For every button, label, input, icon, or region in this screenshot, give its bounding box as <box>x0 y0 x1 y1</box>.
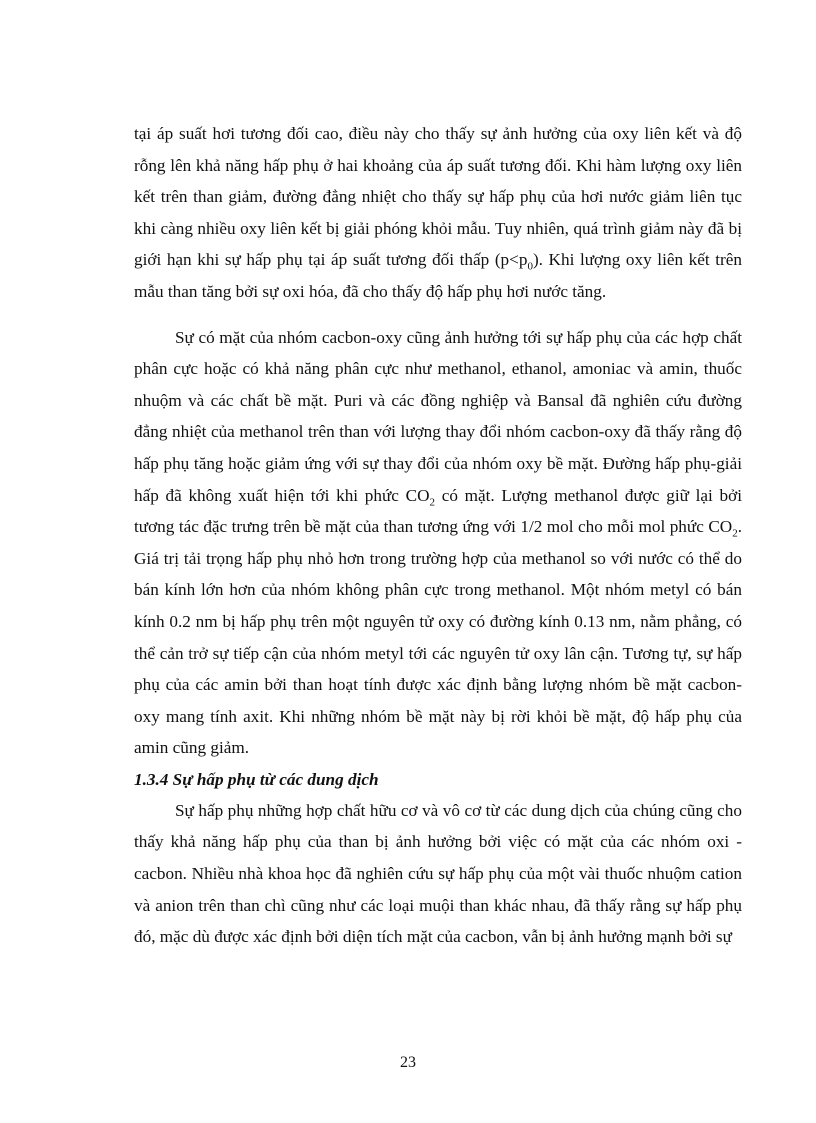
paragraph-oxygen-porosity <box>134 118 742 308</box>
paragraph-text: . Giá trị tải trọng hấp phụ nhỏ hơn trong trường hợp của methanol so với nước có thể do bán kính lớn hơn của nhóm không phân cực trong methanol. Một nhóm metyl có bán kính 0.2 nm bị hấp phụ trên một nguyên tử oxy có đường kính 0.13 nm, nằm phẳng, có thể cản trở sự tiếp cận của nhóm metyl tới các nguyên tử oxy lân cận. Tương tự, sự hấp phụ của các amin bởi than hoạt tính được xác định bằng lượng nhóm bề mặt cacbon-oxy mang tính axit. Khi những nhóm bề mặt này bị rời khỏi bề mặt, độ hấp phụ của amin cũng giảm. <box>134 517 742 758</box>
subscript-p0: 0 <box>527 260 533 273</box>
subscript-co2: 2 <box>429 495 435 508</box>
paragraph-text: có mặt. Lượng methanol được giữ lại bởi tương tác đặc trưng trên bề mặt của than tương ứng với 1/2 mol cho mỗi mol phức CO <box>134 485 742 537</box>
paragraph-text: Sự có mặt của nhóm cacbon-oxy cũng ảnh hưởng tới sự hấp phụ của các hợp chất phân cực hoặc có khả năng phân cực như methanol, ethanol, amoniac và amin, thuốc nhuộm và các chất bề mặt. Puri và các đồng nghiệp và Bansal đã nghiên cứu đường đẳng nhiệt của methanol trên than với lượng thay đổi nhóm cacbon-oxy đã thấy rằng độ hấp phụ tăng hoặc giảm ứng với sự thay đổi của nhóm oxy bề mặt. Đường hấp phụ-giải hấp đã không xuất hiện tới khi phức CO <box>134 327 742 505</box>
paragraph-carbon-oxygen-groups <box>134 322 742 764</box>
paragraph-text: ). Khi lượng oxy liên kết trên mẫu than tăng bởi sự oxi hóa, đã cho thấy độ hấp phụ hơi nước tăng. <box>134 250 742 301</box>
section-heading: 1.3.4 Sự hấp phụ từ các dung dịch <box>134 769 379 789</box>
paragraph-text: tại áp suất hơi tương đối cao, điều này cho thấy sự ảnh hưởng của oxy liên kết và độ rỗng lên khả năng hấp phụ ở hai khoảng của áp suất tương đối. Khi hàm lượng oxy liên kết trên than giảm, đường đẳng nhiệt cho thấy sự hấp phụ của hơi nước giảm liên tục khi càng nhiều oxy liên kết bị giải phóng khỏi mẫu. Tuy nhiên, quá trình giảm này đã bị giới hạn khi sự hấp phụ tại áp suất tương đối thấp (p<p <box>134 124 742 270</box>
paragraph-solution-adsorption <box>134 795 742 953</box>
page-number: 23 <box>400 1054 416 1071</box>
subscript-co2: 2 <box>732 527 738 540</box>
page-content <box>134 118 742 953</box>
paragraph-text: Sự hấp phụ những hợp chất hữu cơ và vô cơ từ các dung dịch của chúng cũng cho thấy khả năng hấp phụ của than bị ảnh hưởng bởi việc có mặt của các nhóm oxi - cacbon. Nhiều nhà khoa học đã nghiên cứu sự hấp phụ của một vài thuốc nhuộm cation và anion trên than chì cũng như các loại muội than khác nhau, đã thấy rằng sự hấp phụ đó, mặc dù được xác định bởi diện tích mặt của cacbon, vẫn bị ảnh hưởng mạnh bởi sự <box>134 800 742 947</box>
